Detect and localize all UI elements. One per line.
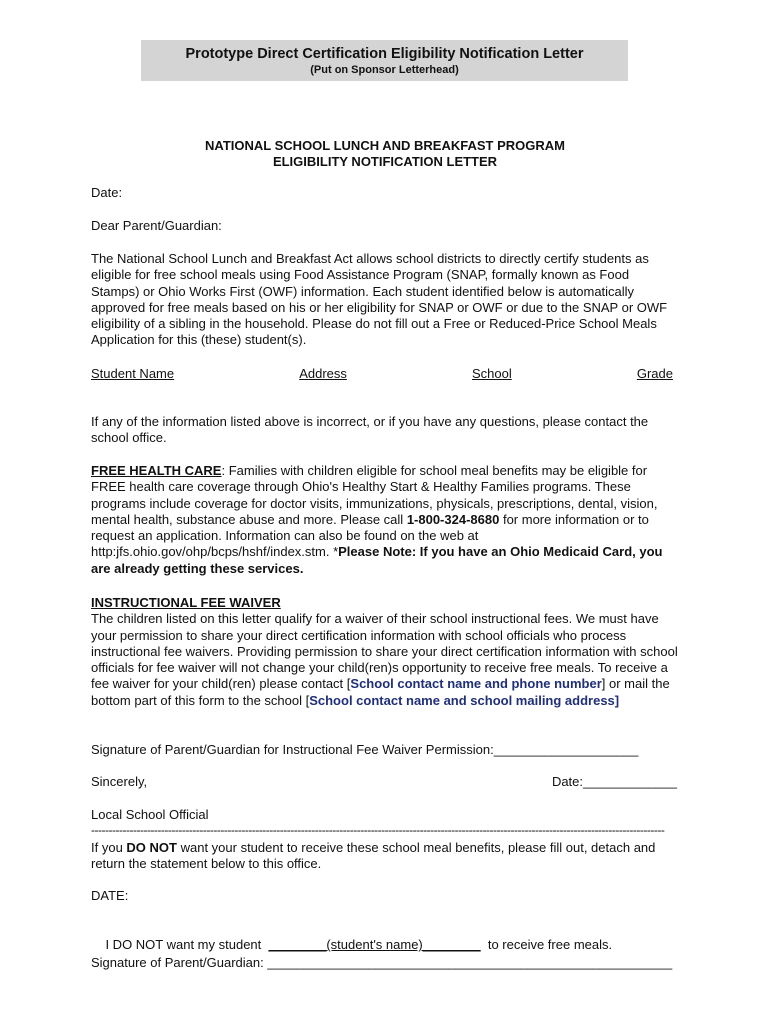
column-school: School (472, 366, 512, 381)
opt-out-paragraph (91, 840, 679, 873)
column-address: Address (299, 366, 347, 381)
official-label: Local School Official (91, 807, 209, 822)
student-table-header (91, 366, 673, 381)
column-student-name: Student Name (91, 366, 175, 381)
date-label: Date: (91, 185, 123, 200)
date-caps-label: DATE: (91, 888, 129, 903)
date-line: Date:_____________ (551, 774, 677, 789)
fee-waiver-label: INSTRUCTIONAL FEE WAIVER (91, 595, 281, 610)
fee-waiver-text-2: ] or mail the bottom part of this form to the school [ (91, 676, 670, 708)
permission-signature-line: Signature of Parent/Guardian for Instructional Fee Waiver Permission:____________________ (91, 742, 639, 757)
heading-line-1: NATIONAL SCHOOL LUNCH AND BREAKFAST PROGRAM (205, 138, 565, 153)
final-signature-line: Signature of Parent/Guardian: ________________________________________________________ (91, 955, 673, 970)
fee-waiver-paragraph (91, 595, 679, 709)
health-care-label: FREE HEALTH CARE (91, 463, 222, 478)
sincerely: Sincerely, (91, 774, 148, 789)
detach-separator: -------------------------------------------------------------------------------------------------------------------------------------------------------------------- (91, 823, 665, 837)
title-banner (141, 40, 628, 81)
incorrect-info-paragraph: If any of the information listed above is incorrect, or if you have any questions, please contact the school office. (91, 414, 649, 446)
statement-pre: I DO NOT want my student (105, 937, 269, 953)
health-care-phone: 1-800-324-8680 (406, 511, 500, 527)
opt-out-text-2: want your student to receive these school meal benefits, please fill out, detach and return the statement below to this office. (91, 840, 656, 872)
fee-waiver-text-1: The children listed on this letter qualify for a waiver of their school instructional fees. We must have your permission to share your direct certification information with school officials who process instructional fee waivers. Providing permission to share your direct certification information with school officials for fee waiver will not change your child(ren)s opportunity to receive free meals. To receive a fee waiver for your child(ren) please contact [ (91, 611, 678, 692)
health-care-paragraph (91, 463, 679, 577)
health-care-text-2: for more information or to request an application. Information can also be found on the web at http:jfs.ohio.gov/ohp/bcps/hshf/index.stm. * (91, 511, 649, 560)
school-contact-phone-placeholder: School contact name and phone number (350, 676, 602, 692)
banner-title: Prototype Direct Certification Eligibility Notification Letter (185, 46, 584, 62)
school-contact-address-placeholder: School contact name and school mailing address] (309, 692, 620, 708)
medicaid-note: Please Note: If you have an Ohio Medicaid Card, you are already getting these services. (91, 544, 663, 576)
program-heading (91, 138, 679, 170)
health-care-text-1: : Families with children eligible for school meal benefits may be eligible for FREE health care coverage through Ohio's Healthy Start & Healthy Families programs. These programs include coverage for doctor visits, immunizations, physicals, prescriptions, dental, vision, mental health, substance abuse and more. Please call (91, 463, 658, 527)
do-not-emphasis: DO NOT (126, 840, 177, 855)
statement-post: to receive free meals. (480, 937, 613, 953)
opt-out-text-1: If you (91, 840, 127, 855)
student-name-blank: ________(student's name)________ (268, 937, 481, 953)
banner-subtitle: (Put on Sponsor Letterhead) (310, 64, 459, 76)
column-grade: Grade (636, 366, 673, 381)
heading-line-2: ELIGIBILITY NOTIFICATION LETTER (272, 154, 498, 169)
intro-paragraph: The National School Lunch and Breakfast Act allows school districts to directly certify students as eligible for free school meals using Food Assistance Program (SNAP, formally known as Food Stamps) or Ohio Works First (OWF) information. Each student identified below is automatically approved for free meals based on his or her eligibility for SNAP or OWF or due to the SNAP or OWF eligibility of a sibling in the household. Please do not fill out a Free or Reduced-Price School Meals Application for this (these) student(s). (91, 251, 668, 348)
salutation: Dear Parent/Guardian: (91, 218, 222, 233)
sincerely-row (91, 774, 677, 789)
